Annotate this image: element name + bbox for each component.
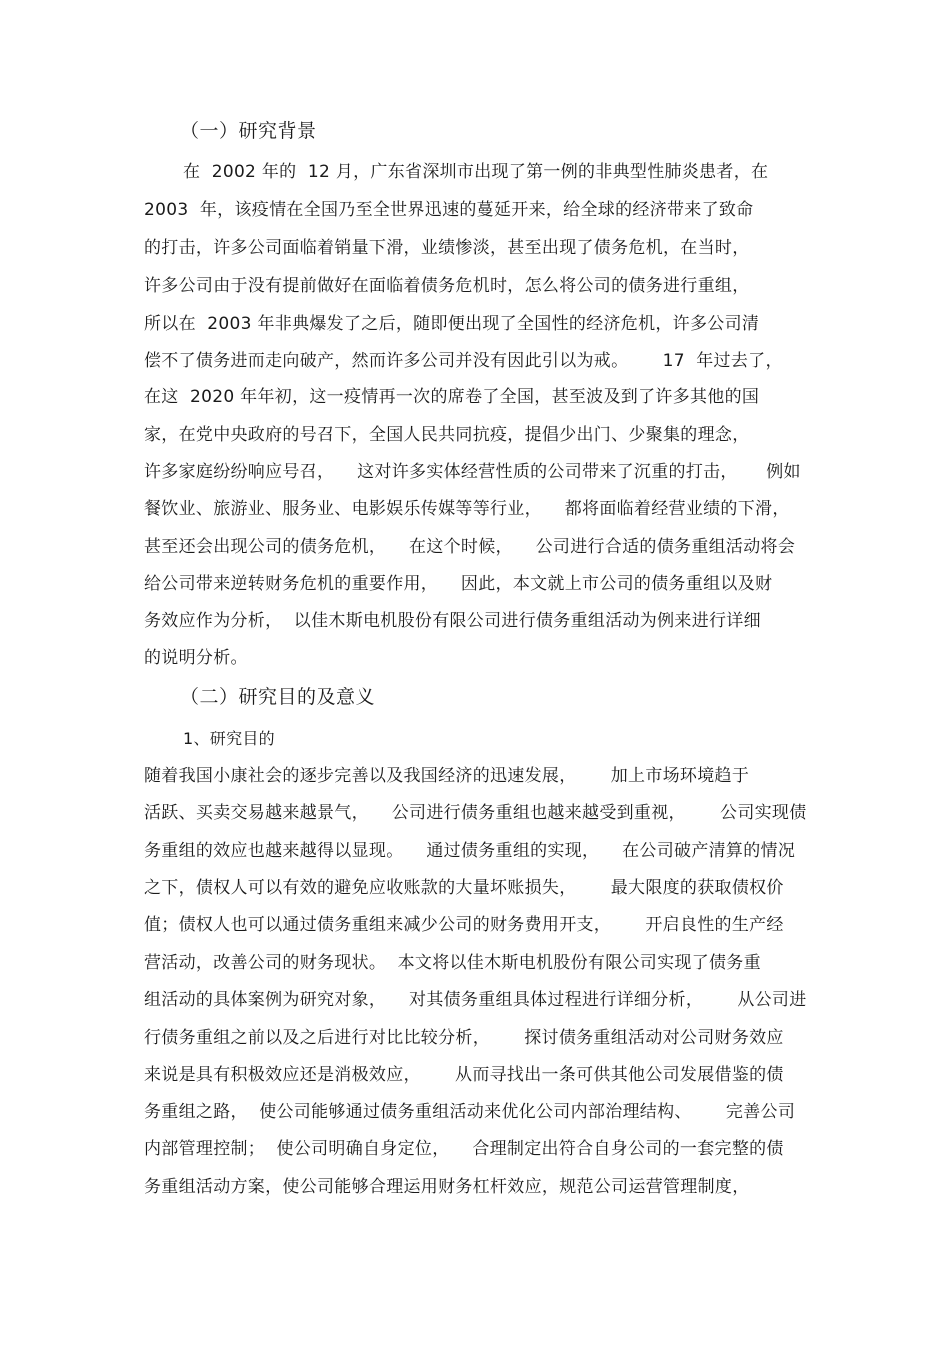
paragraph-line: 给公司带来逆转财务危机的重要作用， 因此，本文就上市公司的债务重组以及财 — [144, 574, 773, 594]
paragraph-line: 务重组活动方案，使公司能够合理运用财务杠杆效应，规范公司运营管理制度， — [144, 1177, 750, 1197]
paragraph-line: 来说是具有积极效应还是消极效应， 从而寻找出一条可供其他公司发展借鉴的债 — [144, 1065, 784, 1085]
paragraph-line: 在 2002 年的 12 月，广东省深圳市出现了第一例的非典型性肺炎患者，在 — [183, 162, 769, 182]
paragraph-line: 行债务重组之前以及之后进行对比比较分析， 探讨债务重组活动对公司财务效应 — [144, 1028, 784, 1048]
paragraph-line: 许多公司由于没有提前做好在面临着债务危机时，怎么将公司的债务进行重组， — [144, 276, 750, 296]
paragraph-line: 餐饮业、旅游业、服务业、电影娱乐传媒等等行业， 都将面临着经营业绩的下滑， — [144, 499, 790, 519]
paragraph-line: 务重组的效应也越来越得以显现。 通过债务重组的实现， 在公司破产清算的情况 — [144, 841, 796, 861]
paragraph-line: 许多家庭纷纷响应号召， 这对许多实体经营性质的公司带来了沉重的打击， 例如 — [144, 462, 801, 482]
paragraph-line: 值；债权人也可以通过债务重组来减少公司的财务费用开支， 开启良性的生产经 — [144, 915, 784, 935]
paragraph-line: 之下，债权人可以有效的避免应收账款的大量坏账损失， 最大限度的获取债权价 — [144, 878, 784, 898]
paragraph-line: 甚至还会出现公司的债务危机， 在这个时候， 公司进行合适的债务重组活动将会 — [144, 537, 796, 557]
paragraph-line: 随着我国小康社会的逐步完善以及我国经济的迅速发展， 加上市场环境趋于 — [144, 766, 750, 786]
paragraph-line: 的打击，许多公司面临着销量下滑，业绩惨淡，甚至出现了债务危机，在当时， — [144, 238, 750, 258]
paragraph-line: 务效应作为分析， 以佳木斯电机股份有限公司进行债务重组活动为例来进行详细 — [144, 611, 761, 631]
paragraph-line: 所以在 2003 年非典爆发了之后，随即便出现了全国性的经济危机，许多公司清 — [144, 314, 760, 334]
paragraph-line: 的说明分析。 — [144, 648, 248, 668]
subsection-heading: 1、研究目的 — [183, 729, 275, 748]
paragraph-line: 内部管理控制； 使公司明确自身定位， 合理制定出符合自身公司的一套完整的债 — [144, 1139, 784, 1159]
paragraph-line: 营活动，改善公司的财务现状。 本文将以佳木斯电机股份有限公司实现了债务重 — [144, 953, 761, 973]
paragraph-line: 活跃、买卖交易越来越景气， 公司进行债务重组也越来越受到重视， 公司实现债 — [144, 803, 807, 823]
paragraph-line: 家，在党中央政府的号召下，全国人民共同抗疫，提倡少出门、少聚集的理念， — [144, 425, 750, 445]
section-heading-research-purpose: （二）研究目的及意义 — [180, 686, 376, 708]
paragraph-line: 偿不了债务进而走向破产，然而许多公司并没有因此引以为戒。 17 年过去了， — [144, 351, 783, 371]
paragraph-line: 务重组之路， 使公司能够通过债务重组活动来优化公司内部治理结构、 完善公司 — [144, 1102, 796, 1122]
section-heading-research-background: （一）研究背景 — [180, 120, 317, 142]
paragraph-line: 2003 年，该疫情在全国乃至全世界迅速的蔓延开来，给全球的经济带来了致命 — [144, 200, 754, 220]
paragraph-line: 在这 2020 年年初，这一疫情再一次的席卷了全国，甚至波及到了许多其他的国 — [144, 387, 760, 407]
paragraph-line: 组活动的具体案例为研究对象， 对其债务重组具体过程进行详细分析， 从公司进 — [144, 990, 807, 1010]
